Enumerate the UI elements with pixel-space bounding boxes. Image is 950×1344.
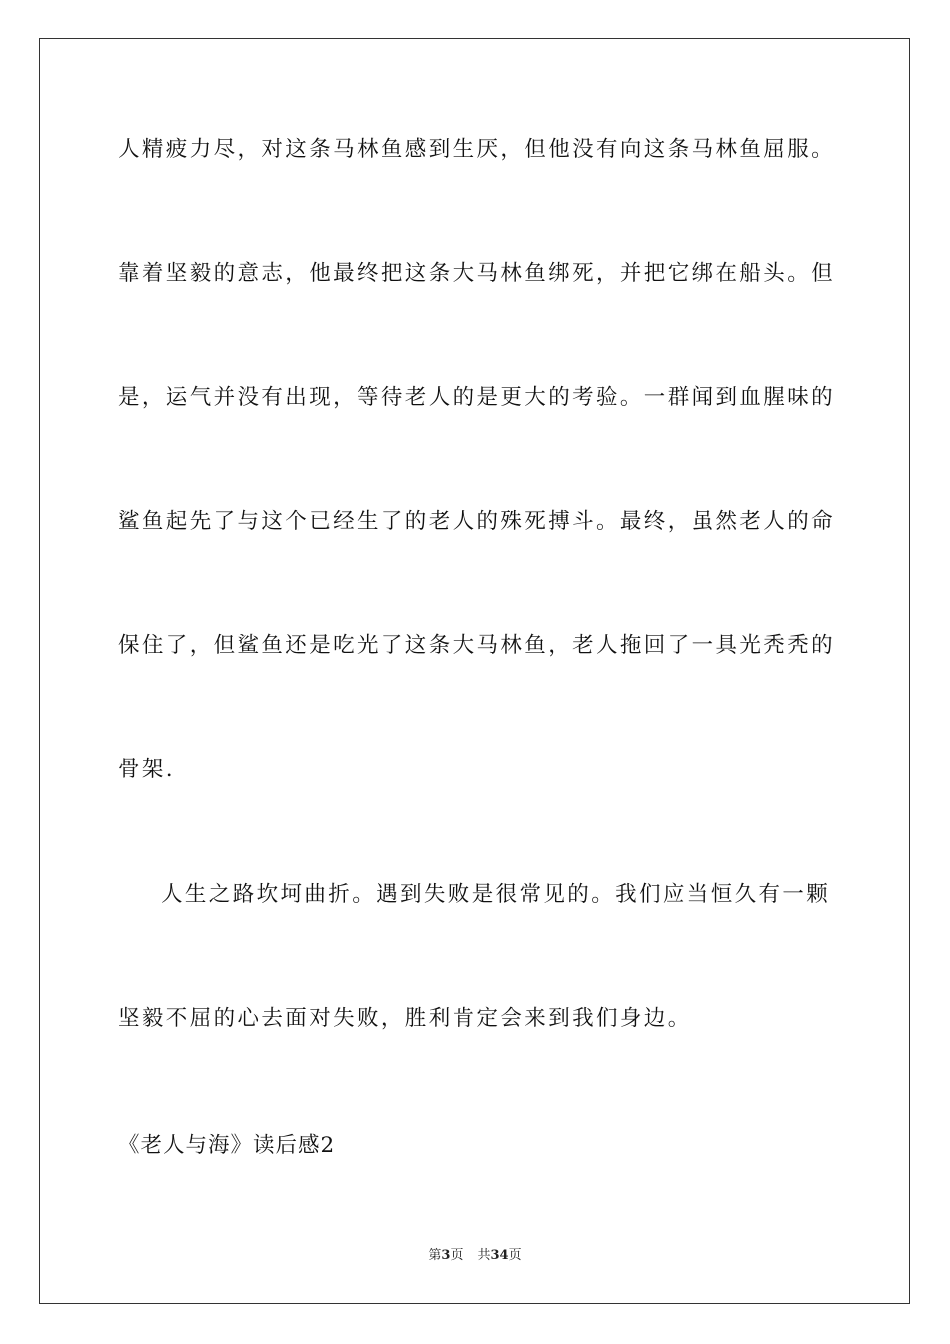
body-text-line: 坚毅不屈的心去面对失败，胜利肯定会来到我们身边。: [118, 1006, 692, 1031]
body-text-line: 骨架.: [118, 757, 176, 782]
body-text-line: 鲨鱼起先了与这个已经生了的老人的殊死搏斗。最终，虽然老人的命: [118, 509, 836, 534]
footer-page-number: 3: [441, 1248, 451, 1263]
footer-total-prefix: 共: [477, 1248, 491, 1263]
body-text-line: 靠着坚毅的意志，他最终把这条大马林鱼绑死，并把它绑在船头。但: [118, 261, 836, 286]
page-footer: [0, 1247, 950, 1265]
footer-page-prefix: 第: [428, 1248, 442, 1263]
footer-total-pages: 34: [490, 1248, 509, 1263]
footer-total-suffix: 页: [508, 1248, 522, 1263]
body-text-line: 保住了，但鲨鱼还是吃光了这条大马林鱼，老人拖回了一具光秃秃的: [118, 633, 836, 658]
footer-page-suffix: 页: [450, 1248, 464, 1263]
body-text-line: 是，运气并没有出现，等待老人的是更大的考验。一群闻到血腥味的: [118, 385, 836, 410]
paragraph-first-line: 人生之路坎坷曲折。遇到失败是很常见的。我们应当恒久有一颗: [161, 882, 831, 907]
page-border: [39, 38, 910, 1304]
body-text-line: 人精疲力尽，对这条马林鱼感到生厌，但他没有向这条马林鱼屈服。: [118, 137, 836, 162]
section-heading: 《老人与海》读后感2: [118, 1133, 336, 1158]
